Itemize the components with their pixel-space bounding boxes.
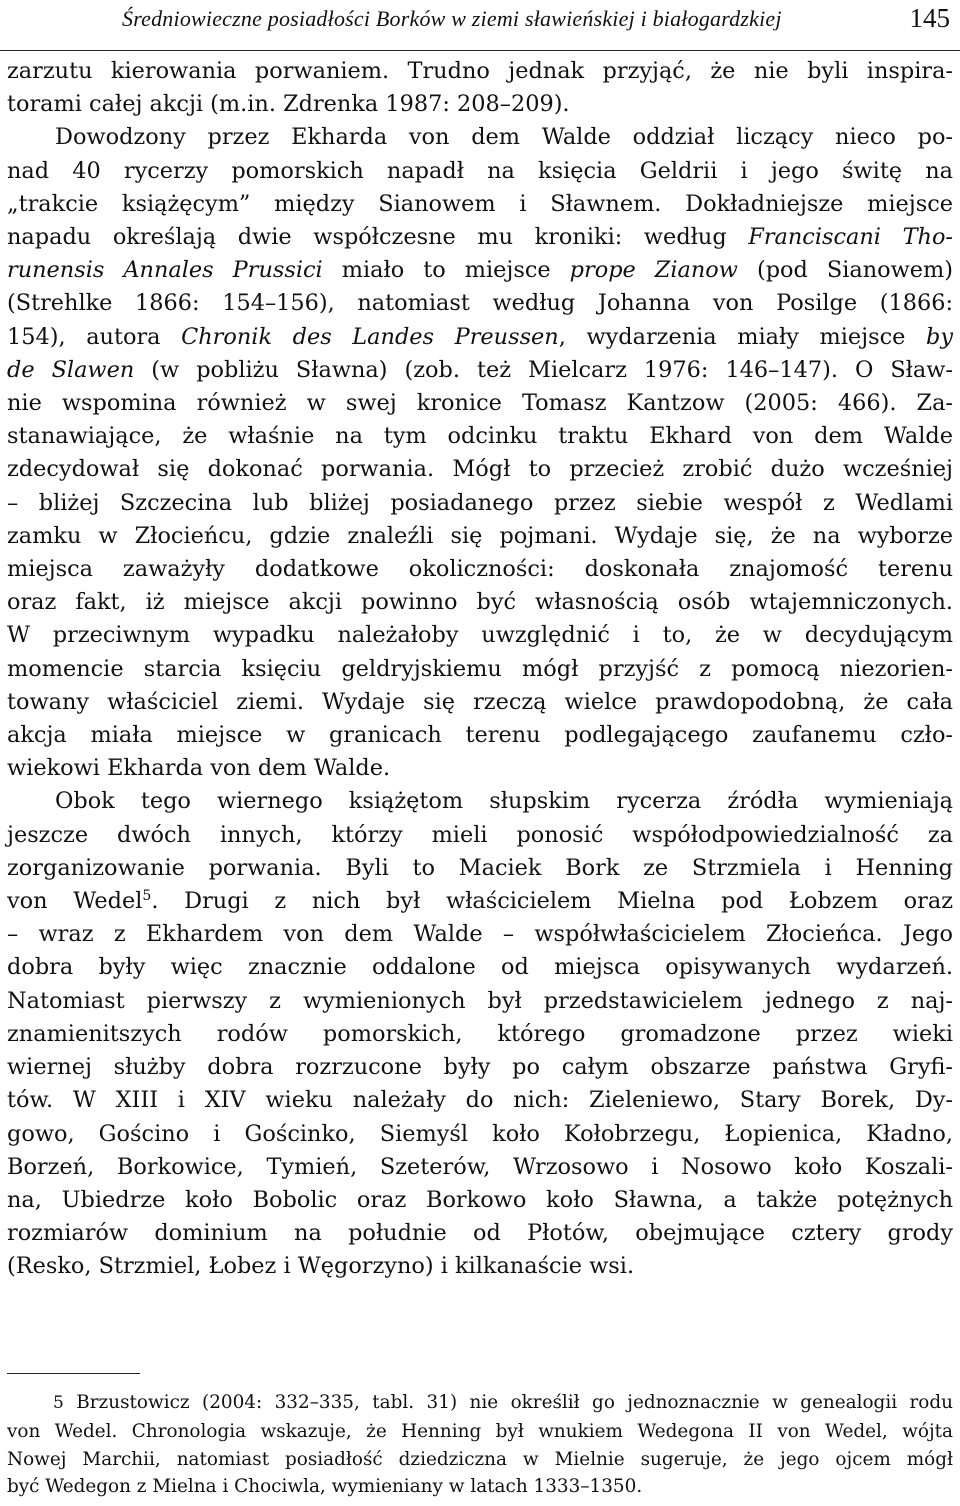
- text-line: nie wspomina również w swej kronice Tomasz Kantzow (2005: 466). Za-: [7, 390, 953, 417]
- text-line: – wraz z Ekhardem von dem Walde – współwłaścicielem Złocieńca. Jego: [7, 921, 953, 948]
- text-line: miejsca zaważyły dodatkowe okoliczności: doskonała znajomość terenu: [7, 556, 953, 583]
- text-line: napadu określają dwie współczesne mu kroniki: według Franciscani Tho-: [7, 224, 953, 251]
- cited-title: Franciscani Tho-: [748, 224, 953, 251]
- paragraph-start-line: Obok tego wiernego książętom słupskim rycerza źródła wymieniają: [55, 788, 953, 815]
- text-line: „trakcie książęcym” między Sianowem i Sławnem. Dokładniejsze miejsce: [7, 190, 953, 217]
- text-line: tów. W XIII i XIV wieku należały do nich: Zieleniewo, Stary Borek, Dy-: [7, 1087, 953, 1114]
- quoted-phrase: de Slawen: [7, 356, 135, 383]
- text-line: gowo, Gościno i Gościnko, Siemyśl koło Kołobrzegu, Łopienica, Kładno,: [7, 1120, 953, 1147]
- text-line: (Strehlke 1866: 154–156), natomiast według Johanna von Posilge (1866:: [7, 290, 953, 317]
- text-line: von Wedel$^5$. Drugi z nich był właścicielem Mielna pod Łobzem oraz: [7, 888, 953, 915]
- latin-phrase: prope Zianow: [569, 257, 738, 284]
- footnote-line: Nowej Marchii, natomiast posiadłość dziedziczna w Mielnie sugeruje, że jego ojcem mógł: [7, 1448, 953, 1470]
- footnote-number: 5: [53, 1393, 64, 1413]
- page-number: 145: [909, 3, 950, 33]
- quoted-phrase: by: [926, 323, 953, 350]
- text-line: zorganizowanie porwania. Byli to Maciek Bork ze Strzmiela i Henning: [7, 854, 953, 881]
- footnote-reference[interactable]: 5: [142, 888, 152, 905]
- text-line: Borzeń, Borkowice, Tymień, Szeterów, Wrzosowo i Nosowo koło Koszali-: [7, 1153, 953, 1180]
- text-line: nad 40 rycerzy pomorskich napadł na księcia Geldrii i jego świtę na: [7, 157, 953, 184]
- text-line: runensis Annales Prussici miało to miejsce prope Zianow (pod Sianowem): [7, 257, 954, 284]
- text-line: zdecydował się dokonać porwania. Mógł to przecież zrobić dużo wcześniej: [7, 456, 953, 483]
- text-line: stanawiające, że właśnie na tym odcinku traktu Ekhard von dem Walde: [7, 423, 953, 450]
- text-line: Natomiast pierwszy z wymienionych był przedstawicielem jednego z naj-: [7, 987, 953, 1014]
- text-line: zamku w Złocieńcu, gdzie znaleźli się pojmani. Wydaje się, że na wyborze: [7, 522, 953, 549]
- paragraph-start-line: Dowodzony przez Ekharda von dem Walde oddział liczący nieco po-: [55, 124, 953, 151]
- footnote-line: być Wedegon z Mielna i Chociwla, wymieniany w latach 1333–1350.: [7, 1476, 643, 1498]
- text-line: jeszcze dwóch innych, którzy mieli ponosić współodpowiedzialność za: [7, 821, 953, 848]
- text-line: momencie starcia księciu geldryjskiemu mógł przyjść z pomocą niezorien-: [7, 655, 953, 682]
- text-line: wiernej służby dobra rozrzucone były po całym obszarze państwa Gryfi-: [7, 1054, 953, 1081]
- footnote-line: 5 Brzustowicz (2004: 332–335, tabl. 31) nie określił go jednoznacznie w genealogii rodu: [53, 1392, 953, 1413]
- cited-title: Chronik des Landes Preussen: [181, 323, 559, 350]
- main-text: [7, 55, 953, 1284]
- text-line: zarzutu kierowania porwaniem. Trudno jednak przyjąć, że nie byli inspira-: [7, 58, 953, 84]
- running-header: [0, 0, 960, 51]
- footnote-divider: [7, 1373, 140, 1374]
- text-line: torami całej akcji (m.in. Zdrenka 1987: 208–209).: [7, 91, 570, 118]
- text-line: towany właściciel ziemi. Wydaje się rzeczą wielce prawdopodobną, że cała: [7, 688, 953, 715]
- text-line: na, Ubiedrze koło Bobolic oraz Borkowo koło Sławna, a także potężnych: [7, 1186, 953, 1213]
- text-line: znamienitszych rodów pomorskich, którego gromadzone przez wieki: [7, 1020, 953, 1047]
- text-line: (Resko, Strzmiel, Łobez i Węgorzyno) i kilkanaście wsi.: [7, 1253, 635, 1280]
- text-line: 154), autora Chronik des Landes Preussen, wydarzenia miały miejsce by: [7, 323, 953, 350]
- footnotes: [7, 1389, 953, 1501]
- text-line: wiekowi Ekharda von dem Walde.: [7, 755, 391, 782]
- text-line: – bliżej Szczecina lub bliżej posiadanego przez siebie wespół z Wedlami: [7, 489, 953, 516]
- footnote-line: von Wedel. Chronologia wskazuje, że Henning był wnukiem Wedegona II von Wedel, wójta: [7, 1420, 953, 1442]
- text-line: dobra były więc znacznie oddalone od miejsca opisywanych wydarzeń.: [7, 954, 953, 981]
- text-line: oraz fakt, iż miejsce akcji powinno być własnością osób wtajemniczonych.: [7, 589, 953, 616]
- text-line: rozmiarów dominium na południe od Płotów, obejmujące cztery grody: [7, 1220, 953, 1247]
- cited-title: runensis Annales Prussici: [7, 257, 323, 284]
- running-title: Średniowieczne posiadłości Borków w ziemi sławieńskiej i białogardzkiej: [122, 6, 782, 31]
- text-line: de Slawen (w pobliżu Sławna) (zob. też Mielcarz 1976: 146–147). O Sław-: [7, 356, 954, 383]
- text-line: W przeciwnym wypadku należałoby uwzględnić i to, że w decydującym: [7, 622, 953, 649]
- text-line: akcja miała miejsce w granicach terenu podlegającego zaufanemu czło-: [7, 722, 953, 749]
